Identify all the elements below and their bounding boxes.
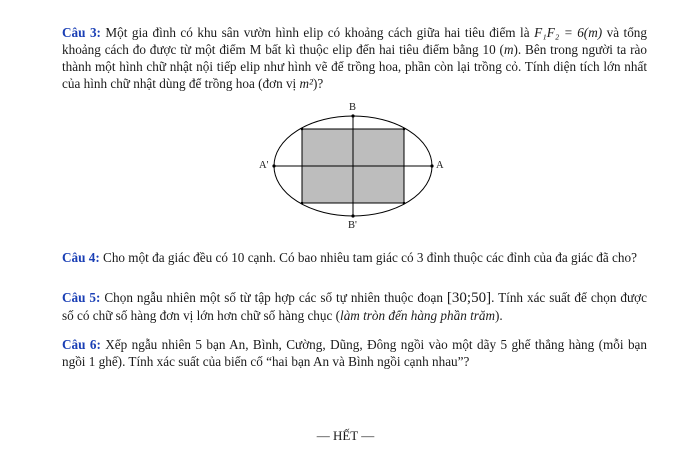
question-3-text-part1: Một gia đình có khu sân vườn hình elip có khoảng cách giữa hai tiêu điểm là — [100, 25, 535, 40]
question-5-text-part2: . Tính xác suất để chọn được số có chữ số hàng đơn vị lớn hơn chữ số hàng chục ( — [62, 290, 647, 323]
label-b-prime: B' — [348, 220, 357, 231]
rect-corner-dot — [301, 202, 304, 205]
interval: [30;50] — [446, 290, 492, 306]
question-4-text: Cho một đa giác đều có 10 cạnh. Có bao nhiêu tam giác có 3 đỉnh thuộc các đỉnh của đa giác đã cho? — [99, 250, 637, 265]
question-3-label: Câu 3: — [62, 25, 101, 40]
ellipse-diagram — [250, 100, 450, 235]
vertex-b-dot — [351, 114, 354, 117]
vertex-a-dot — [430, 164, 433, 167]
question-6 — [62, 336, 647, 370]
unit-square-meter: m² — [299, 76, 314, 91]
ellipse-figure — [250, 100, 450, 235]
vertex-a-prime-dot — [272, 164, 275, 167]
question-6-text: Xếp ngẫu nhiên 5 bạn An, Bình, Cường, Dũng, Đông ngồi vào một dãy 5 ghế thẳng hàng (mỗi bạn ngồi 1 ghế). Tính xác suất của biến cố “hai bạn An và Bình ngồi cạnh nhau”? — [62, 337, 647, 369]
focal-distance-formula: F₁F₂ = 6(m) — [534, 25, 603, 40]
rect-corner-dot — [301, 128, 304, 131]
label-a: A — [436, 160, 444, 171]
question-5 — [62, 289, 647, 325]
label-b: B — [349, 102, 357, 113]
rect-corner-dot — [403, 128, 406, 131]
question-3 — [62, 24, 647, 92]
question-5-text-part3: ). — [495, 308, 503, 323]
question-3-text-part2: và tổng khoảng cách đo được từ một điểm M bất kì thuộc elip đến hai tiêu điểm bằng 10 ( — [62, 25, 647, 57]
question-3-text-part3: ). Bên trong người ta rào thành một hình chữ nhật nội tiếp elip như hình vẽ để trồng hoa, phần còn lại trồng cỏ. Tính diện tích lớn nhất của hình chữ nhật dùng để trồng hoa (đơn vị — [62, 42, 647, 91]
question-5-text-part1: Chọn ngẫu nhiên một số từ tập hợp các số tự nhiên thuộc đoạn — [100, 290, 447, 305]
end-marker: — HẾT — — [316, 428, 375, 443]
question-4 — [62, 249, 647, 266]
rect-corner-dot — [403, 202, 406, 205]
question-6-label: Câu 6: — [62, 337, 101, 352]
question-3-text-part4: )? — [313, 76, 324, 91]
rounding-note: làm tròn đến hàng phần trăm — [340, 308, 495, 323]
vertex-b-prime-dot — [351, 214, 354, 217]
label-a-prime: A' — [259, 160, 269, 171]
unit-meter: m — [503, 42, 514, 57]
question-4-label: Câu 4: — [62, 250, 100, 265]
question-5-label: Câu 5: — [62, 290, 101, 305]
